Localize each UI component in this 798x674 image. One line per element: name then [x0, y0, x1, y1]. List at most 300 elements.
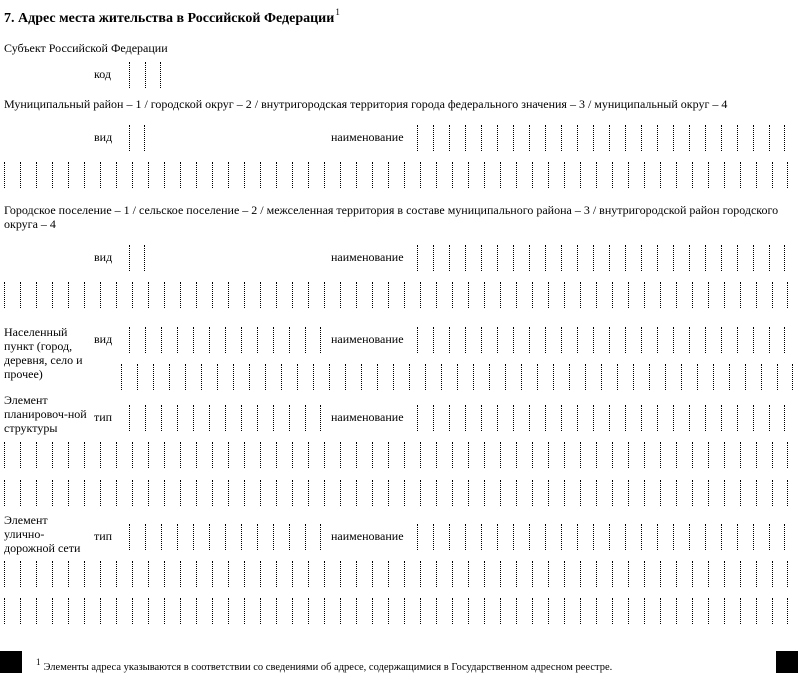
- char-cell[interactable]: [417, 245, 433, 271]
- char-cell[interactable]: [164, 282, 180, 308]
- char-cell[interactable]: [137, 364, 153, 390]
- char-cell[interactable]: [708, 162, 724, 188]
- char-cell[interactable]: [529, 245, 545, 271]
- char-cell[interactable]: [561, 405, 577, 431]
- char-cell[interactable]: [628, 282, 644, 308]
- char-cell[interactable]: [4, 561, 20, 587]
- char-cell[interactable]: [20, 162, 36, 188]
- char-cell[interactable]: [529, 405, 545, 431]
- char-cell[interactable]: [145, 327, 161, 353]
- char-cell[interactable]: [404, 442, 420, 468]
- char-cell[interactable]: [185, 364, 201, 390]
- char-cell[interactable]: [609, 327, 625, 353]
- char-cell[interactable]: [545, 327, 561, 353]
- char-cell[interactable]: [433, 327, 449, 353]
- char-cell[interactable]: [737, 125, 753, 151]
- char-cell[interactable]: [724, 480, 740, 506]
- char-cell[interactable]: [561, 125, 577, 151]
- char-cell[interactable]: [340, 598, 356, 624]
- char-cell[interactable]: [436, 480, 452, 506]
- char-cell[interactable]: [612, 282, 628, 308]
- char-cell[interactable]: [356, 480, 372, 506]
- char-cell[interactable]: [340, 442, 356, 468]
- char-cell[interactable]: [145, 62, 161, 88]
- char-cell[interactable]: [305, 405, 321, 431]
- char-cell[interactable]: [4, 442, 20, 468]
- char-cell[interactable]: [241, 327, 257, 353]
- char-cell[interactable]: [601, 364, 617, 390]
- char-cell[interactable]: [596, 561, 612, 587]
- char-cell[interactable]: [388, 561, 404, 587]
- char-cell[interactable]: [404, 480, 420, 506]
- char-cell[interactable]: [689, 524, 705, 550]
- char-cell[interactable]: [388, 480, 404, 506]
- char-cell[interactable]: [148, 480, 164, 506]
- char-cell[interactable]: [180, 442, 196, 468]
- char-cell[interactable]: [212, 162, 228, 188]
- char-cell[interactable]: [772, 561, 788, 587]
- char-cell[interactable]: [612, 442, 628, 468]
- char-cell[interactable]: [260, 442, 276, 468]
- char-cell[interactable]: [436, 162, 452, 188]
- char-cell[interactable]: [548, 442, 564, 468]
- char-cell[interactable]: [228, 480, 244, 506]
- char-cell[interactable]: [52, 282, 68, 308]
- char-cell[interactable]: [612, 162, 628, 188]
- char-cell[interactable]: [257, 405, 273, 431]
- char-cell[interactable]: [681, 364, 697, 390]
- char-cell[interactable]: [721, 405, 737, 431]
- char-cell[interactable]: [116, 282, 132, 308]
- char-cell[interactable]: [772, 442, 788, 468]
- char-cell[interactable]: [628, 442, 644, 468]
- char-cell[interactable]: [625, 327, 641, 353]
- char-cell[interactable]: [545, 125, 561, 151]
- char-cell[interactable]: [308, 442, 324, 468]
- char-cell[interactable]: [372, 598, 388, 624]
- char-cell[interactable]: [609, 245, 625, 271]
- char-cell[interactable]: [660, 598, 676, 624]
- char-cell[interactable]: [500, 162, 516, 188]
- char-cell[interactable]: [657, 327, 673, 353]
- char-cell[interactable]: [324, 480, 340, 506]
- char-cell[interactable]: [548, 561, 564, 587]
- char-cell[interactable]: [593, 245, 609, 271]
- char-cell[interactable]: [721, 327, 737, 353]
- char-cell[interactable]: [673, 125, 689, 151]
- char-cell[interactable]: [233, 364, 249, 390]
- char-cell[interactable]: [593, 125, 609, 151]
- char-cell[interactable]: [276, 480, 292, 506]
- char-cell[interactable]: [340, 480, 356, 506]
- char-cell[interactable]: [564, 480, 580, 506]
- char-cell[interactable]: [489, 364, 505, 390]
- char-cell[interactable]: [132, 598, 148, 624]
- char-cell[interactable]: [244, 442, 260, 468]
- char-cell[interactable]: [372, 442, 388, 468]
- char-cell[interactable]: [132, 480, 148, 506]
- locality-name-input[interactable]: [417, 327, 785, 353]
- char-cell[interactable]: [548, 480, 564, 506]
- char-cell[interactable]: [372, 162, 388, 188]
- char-cell[interactable]: [756, 561, 772, 587]
- char-cell[interactable]: [292, 480, 308, 506]
- char-cell[interactable]: [225, 524, 241, 550]
- char-cell[interactable]: [273, 524, 289, 550]
- planning-name-input-line-3[interactable]: [4, 480, 788, 506]
- char-cell[interactable]: [724, 598, 740, 624]
- char-cell[interactable]: [577, 405, 593, 431]
- char-cell[interactable]: [673, 405, 689, 431]
- char-cell[interactable]: [452, 598, 468, 624]
- char-cell[interactable]: [388, 442, 404, 468]
- char-cell[interactable]: [452, 480, 468, 506]
- char-cell[interactable]: [660, 561, 676, 587]
- char-cell[interactable]: [756, 598, 772, 624]
- char-cell[interactable]: [276, 598, 292, 624]
- char-cell[interactable]: [356, 282, 372, 308]
- char-cell[interactable]: [564, 561, 580, 587]
- char-cell[interactable]: [532, 598, 548, 624]
- char-cell[interactable]: [580, 442, 596, 468]
- char-cell[interactable]: [564, 282, 580, 308]
- char-cell[interactable]: [465, 125, 481, 151]
- char-cell[interactable]: [52, 480, 68, 506]
- char-cell[interactable]: [705, 524, 721, 550]
- char-cell[interactable]: [676, 442, 692, 468]
- char-cell[interactable]: [164, 442, 180, 468]
- char-cell[interactable]: [164, 598, 180, 624]
- char-cell[interactable]: [705, 405, 721, 431]
- char-cell[interactable]: [468, 561, 484, 587]
- char-cell[interactable]: [324, 442, 340, 468]
- char-cell[interactable]: [308, 162, 324, 188]
- char-cell[interactable]: [625, 125, 641, 151]
- char-cell[interactable]: [324, 162, 340, 188]
- char-cell[interactable]: [228, 162, 244, 188]
- char-cell[interactable]: [145, 524, 161, 550]
- char-cell[interactable]: [772, 598, 788, 624]
- char-cell[interactable]: [404, 162, 420, 188]
- char-cell[interactable]: [516, 480, 532, 506]
- char-cell[interactable]: [625, 524, 641, 550]
- char-cell[interactable]: [641, 245, 657, 271]
- char-cell[interactable]: [180, 480, 196, 506]
- char-cell[interactable]: [689, 405, 705, 431]
- char-cell[interactable]: [481, 125, 497, 151]
- char-cell[interactable]: [484, 480, 500, 506]
- char-cell[interactable]: [292, 561, 308, 587]
- char-cell[interactable]: [609, 524, 625, 550]
- char-cell[interactable]: [644, 598, 660, 624]
- char-cell[interactable]: [644, 561, 660, 587]
- char-cell[interactable]: [212, 282, 228, 308]
- char-cell[interactable]: [484, 282, 500, 308]
- char-cell[interactable]: [449, 405, 465, 431]
- char-cell[interactable]: [417, 125, 433, 151]
- char-cell[interactable]: [468, 282, 484, 308]
- char-cell[interactable]: [244, 480, 260, 506]
- char-cell[interactable]: [692, 162, 708, 188]
- char-cell[interactable]: [281, 364, 297, 390]
- char-cell[interactable]: [305, 524, 321, 550]
- char-cell[interactable]: [516, 162, 532, 188]
- char-cell[interactable]: [260, 282, 276, 308]
- char-cell[interactable]: [68, 162, 84, 188]
- char-cell[interactable]: [737, 405, 753, 431]
- char-cell[interactable]: [228, 561, 244, 587]
- char-cell[interactable]: [753, 125, 769, 151]
- char-cell[interactable]: [564, 442, 580, 468]
- char-cell[interactable]: [4, 598, 20, 624]
- char-cell[interactable]: [676, 282, 692, 308]
- char-cell[interactable]: [116, 480, 132, 506]
- char-cell[interactable]: [577, 125, 593, 151]
- char-cell[interactable]: [257, 524, 273, 550]
- char-cell[interactable]: [196, 561, 212, 587]
- char-cell[interactable]: [249, 364, 265, 390]
- char-cell[interactable]: [68, 561, 84, 587]
- char-cell[interactable]: [569, 364, 585, 390]
- char-cell[interactable]: [545, 405, 561, 431]
- char-cell[interactable]: [20, 282, 36, 308]
- char-cell[interactable]: [497, 327, 513, 353]
- char-cell[interactable]: [500, 561, 516, 587]
- char-cell[interactable]: [500, 480, 516, 506]
- char-cell[interactable]: [756, 442, 772, 468]
- char-cell[interactable]: [724, 561, 740, 587]
- char-cell[interactable]: [708, 598, 724, 624]
- char-cell[interactable]: [308, 480, 324, 506]
- char-cell[interactable]: [273, 405, 289, 431]
- char-cell[interactable]: [500, 442, 516, 468]
- char-cell[interactable]: [481, 524, 497, 550]
- char-cell[interactable]: [292, 162, 308, 188]
- char-cell[interactable]: [692, 598, 708, 624]
- char-cell[interactable]: [465, 245, 481, 271]
- char-cell[interactable]: [772, 480, 788, 506]
- char-cell[interactable]: [244, 598, 260, 624]
- char-cell[interactable]: [452, 442, 468, 468]
- char-cell[interactable]: [361, 364, 377, 390]
- char-cell[interactable]: [148, 162, 164, 188]
- char-cell[interactable]: [580, 480, 596, 506]
- char-cell[interactable]: [84, 162, 100, 188]
- char-cell[interactable]: [532, 480, 548, 506]
- char-cell[interactable]: [676, 162, 692, 188]
- char-cell[interactable]: [404, 282, 420, 308]
- char-cell[interactable]: [36, 480, 52, 506]
- char-cell[interactable]: [500, 598, 516, 624]
- char-cell[interactable]: [324, 282, 340, 308]
- char-cell[interactable]: [577, 327, 593, 353]
- char-cell[interactable]: [161, 405, 177, 431]
- char-cell[interactable]: [548, 598, 564, 624]
- char-cell[interactable]: [660, 162, 676, 188]
- char-cell[interactable]: [436, 442, 452, 468]
- char-cell[interactable]: [641, 327, 657, 353]
- char-cell[interactable]: [721, 245, 737, 271]
- char-cell[interactable]: [244, 561, 260, 587]
- char-cell[interactable]: [404, 598, 420, 624]
- settlement-name-input-line-2[interactable]: [4, 282, 788, 308]
- char-cell[interactable]: [420, 442, 436, 468]
- char-cell[interactable]: [244, 282, 260, 308]
- char-cell[interactable]: [740, 561, 756, 587]
- char-cell[interactable]: [68, 282, 84, 308]
- char-cell[interactable]: [68, 442, 84, 468]
- char-cell[interactable]: [697, 364, 713, 390]
- char-cell[interactable]: [100, 598, 116, 624]
- char-cell[interactable]: [497, 125, 513, 151]
- char-cell[interactable]: [737, 327, 753, 353]
- char-cell[interactable]: [657, 125, 673, 151]
- char-cell[interactable]: [740, 282, 756, 308]
- char-cell[interactable]: [673, 524, 689, 550]
- char-cell[interactable]: [241, 524, 257, 550]
- char-cell[interactable]: [377, 364, 393, 390]
- char-cell[interactable]: [705, 327, 721, 353]
- char-cell[interactable]: [468, 480, 484, 506]
- char-cell[interactable]: [161, 327, 177, 353]
- char-cell[interactable]: [596, 282, 612, 308]
- char-cell[interactable]: [673, 327, 689, 353]
- planning-name-input-line-2[interactable]: [4, 442, 788, 468]
- char-cell[interactable]: [116, 561, 132, 587]
- char-cell[interactable]: [721, 125, 737, 151]
- char-cell[interactable]: [409, 364, 425, 390]
- char-cell[interactable]: [308, 561, 324, 587]
- char-cell[interactable]: [441, 364, 457, 390]
- char-cell[interactable]: [129, 62, 145, 88]
- char-cell[interactable]: [612, 480, 628, 506]
- char-cell[interactable]: [417, 405, 433, 431]
- subject-code-input[interactable]: [129, 62, 161, 88]
- char-cell[interactable]: [420, 480, 436, 506]
- char-cell[interactable]: [628, 162, 644, 188]
- char-cell[interactable]: [433, 405, 449, 431]
- char-cell[interactable]: [532, 442, 548, 468]
- char-cell[interactable]: [505, 364, 521, 390]
- char-cell[interactable]: [356, 442, 372, 468]
- char-cell[interactable]: [449, 327, 465, 353]
- char-cell[interactable]: [473, 364, 489, 390]
- char-cell[interactable]: [641, 405, 657, 431]
- char-cell[interactable]: [633, 364, 649, 390]
- char-cell[interactable]: [561, 327, 577, 353]
- char-cell[interactable]: [769, 327, 785, 353]
- char-cell[interactable]: [292, 598, 308, 624]
- char-cell[interactable]: [260, 162, 276, 188]
- char-cell[interactable]: [452, 561, 468, 587]
- char-cell[interactable]: [521, 364, 537, 390]
- char-cell[interactable]: [20, 561, 36, 587]
- char-cell[interactable]: [665, 364, 681, 390]
- char-cell[interactable]: [132, 162, 148, 188]
- char-cell[interactable]: [129, 327, 145, 353]
- char-cell[interactable]: [129, 524, 145, 550]
- char-cell[interactable]: [356, 162, 372, 188]
- char-cell[interactable]: [132, 442, 148, 468]
- char-cell[interactable]: [177, 405, 193, 431]
- char-cell[interactable]: [596, 598, 612, 624]
- char-cell[interactable]: [756, 480, 772, 506]
- char-cell[interactable]: [537, 364, 553, 390]
- char-cell[interactable]: [516, 282, 532, 308]
- char-cell[interactable]: [36, 442, 52, 468]
- char-cell[interactable]: [209, 524, 225, 550]
- char-cell[interactable]: [132, 282, 148, 308]
- char-cell[interactable]: [4, 282, 20, 308]
- char-cell[interactable]: [628, 598, 644, 624]
- char-cell[interactable]: [753, 524, 769, 550]
- char-cell[interactable]: [324, 598, 340, 624]
- char-cell[interactable]: [217, 364, 233, 390]
- char-cell[interactable]: [356, 561, 372, 587]
- char-cell[interactable]: [577, 524, 593, 550]
- char-cell[interactable]: [244, 162, 260, 188]
- char-cell[interactable]: [36, 282, 52, 308]
- char-cell[interactable]: [425, 364, 441, 390]
- char-cell[interactable]: [308, 598, 324, 624]
- settlement-type-input[interactable]: [129, 245, 145, 271]
- char-cell[interactable]: [657, 405, 673, 431]
- char-cell[interactable]: [329, 364, 345, 390]
- char-cell[interactable]: [657, 245, 673, 271]
- char-cell[interactable]: [340, 162, 356, 188]
- char-cell[interactable]: [641, 524, 657, 550]
- char-cell[interactable]: [180, 598, 196, 624]
- municipal-name-input-line-2[interactable]: [4, 162, 788, 188]
- char-cell[interactable]: [481, 245, 497, 271]
- char-cell[interactable]: [769, 405, 785, 431]
- char-cell[interactable]: [724, 162, 740, 188]
- char-cell[interactable]: [209, 327, 225, 353]
- char-cell[interactable]: [196, 282, 212, 308]
- char-cell[interactable]: [417, 524, 433, 550]
- char-cell[interactable]: [729, 364, 745, 390]
- char-cell[interactable]: [609, 125, 625, 151]
- char-cell[interactable]: [484, 561, 500, 587]
- char-cell[interactable]: [676, 561, 692, 587]
- char-cell[interactable]: [212, 561, 228, 587]
- char-cell[interactable]: [436, 561, 452, 587]
- char-cell[interactable]: [228, 442, 244, 468]
- char-cell[interactable]: [532, 561, 548, 587]
- char-cell[interactable]: [676, 480, 692, 506]
- char-cell[interactable]: [449, 245, 465, 271]
- char-cell[interactable]: [345, 364, 361, 390]
- planning-type-input[interactable]: [129, 405, 321, 431]
- char-cell[interactable]: [193, 405, 209, 431]
- char-cell[interactable]: [452, 162, 468, 188]
- char-cell[interactable]: [196, 442, 212, 468]
- char-cell[interactable]: [201, 364, 217, 390]
- char-cell[interactable]: [593, 524, 609, 550]
- char-cell[interactable]: [708, 480, 724, 506]
- char-cell[interactable]: [212, 598, 228, 624]
- char-cell[interactable]: [769, 245, 785, 271]
- char-cell[interactable]: [228, 282, 244, 308]
- char-cell[interactable]: [692, 282, 708, 308]
- char-cell[interactable]: [737, 245, 753, 271]
- street-name-input-line-3[interactable]: [4, 598, 788, 624]
- char-cell[interactable]: [468, 598, 484, 624]
- char-cell[interactable]: [529, 524, 545, 550]
- char-cell[interactable]: [548, 162, 564, 188]
- char-cell[interactable]: [145, 405, 161, 431]
- char-cell[interactable]: [708, 561, 724, 587]
